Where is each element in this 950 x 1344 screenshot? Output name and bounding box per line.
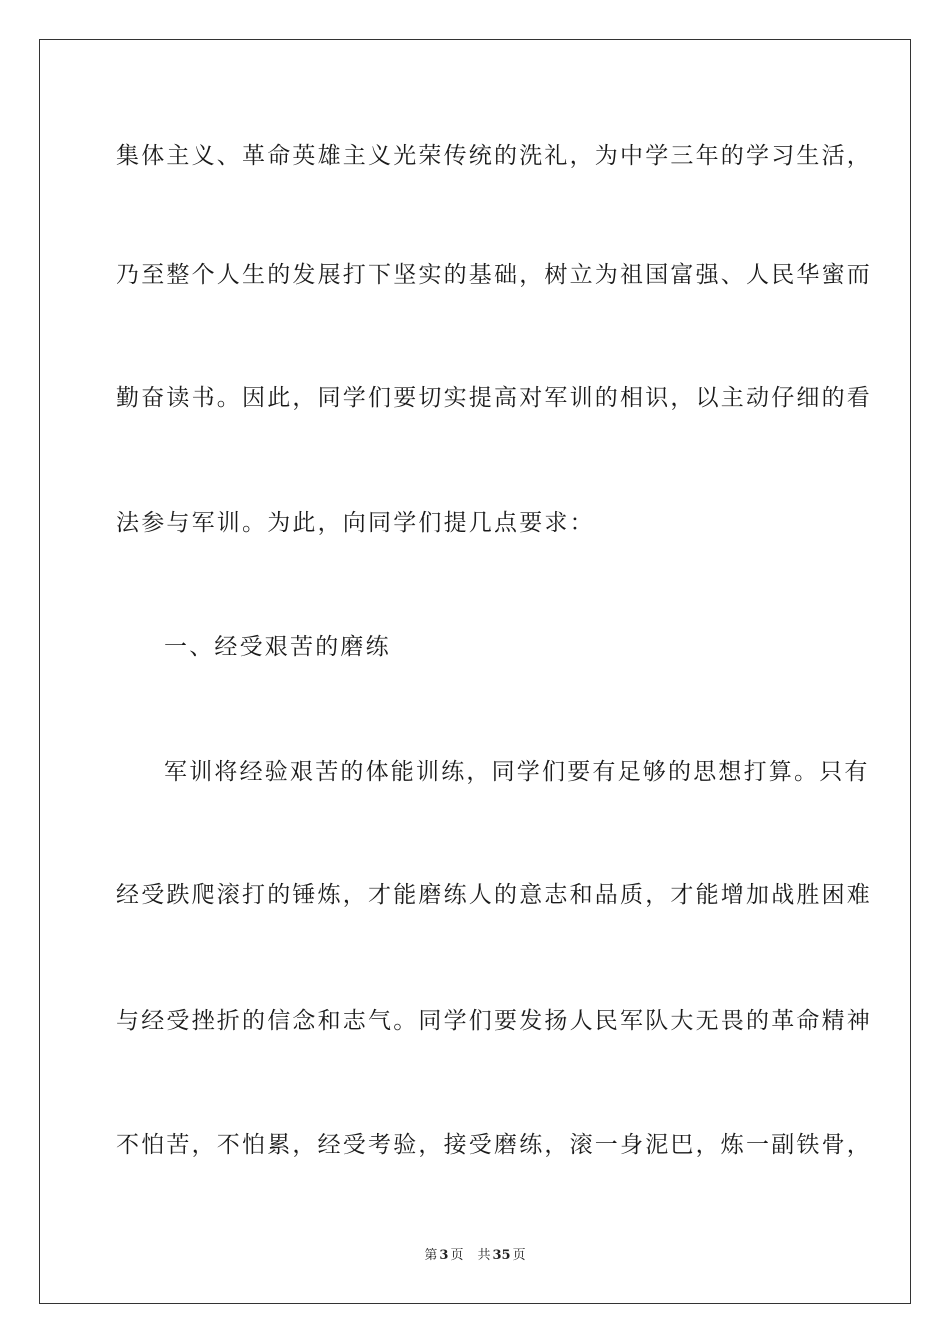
total-suffix: 页 [512, 1248, 526, 1263]
text-line-7: 经受跌爬滚打的锤炼，才能磨练人的意志和品质，才能增加战胜困难 [116, 882, 872, 908]
text-line-8: 与经受挫折的信念和志气。同学们要发扬人民军队大无畏的革命精神 [116, 1008, 872, 1034]
text-line-1: 集体主义、革命英雄主义光荣传统的洗礼，为中学三年的学习生活， [116, 143, 872, 169]
page-prefix: 第 [424, 1248, 438, 1263]
page-border [39, 39, 911, 1304]
text-line-3: 勤奋读书。因此，同学们要切实提高对军训的相识，以主动仔细的看 [116, 385, 872, 411]
page-footer [0, 1247, 950, 1265]
total-pages: 35 [492, 1248, 511, 1263]
text-line-9: 不怕苦，不怕累，经受考验，接受磨练，滚一身泥巴，炼一副铁骨， [116, 1132, 872, 1158]
text-line-4: 法参与军训。为此，向同学们提几点要求： [116, 510, 595, 536]
total-prefix: 共 [477, 1248, 491, 1263]
section-heading: 一、经受艰苦的磨练 [164, 634, 391, 660]
text-line-2: 乃至整个人生的发展打下坚实的基础，树立为祖国富强、人民华蜜而 [116, 262, 872, 288]
page-number: 3 [439, 1248, 449, 1263]
page-suffix: 页 [450, 1248, 464, 1263]
text-line-6: 军训将经验艰苦的体能训练，同学们要有足够的思想打算。只有 [164, 759, 870, 785]
